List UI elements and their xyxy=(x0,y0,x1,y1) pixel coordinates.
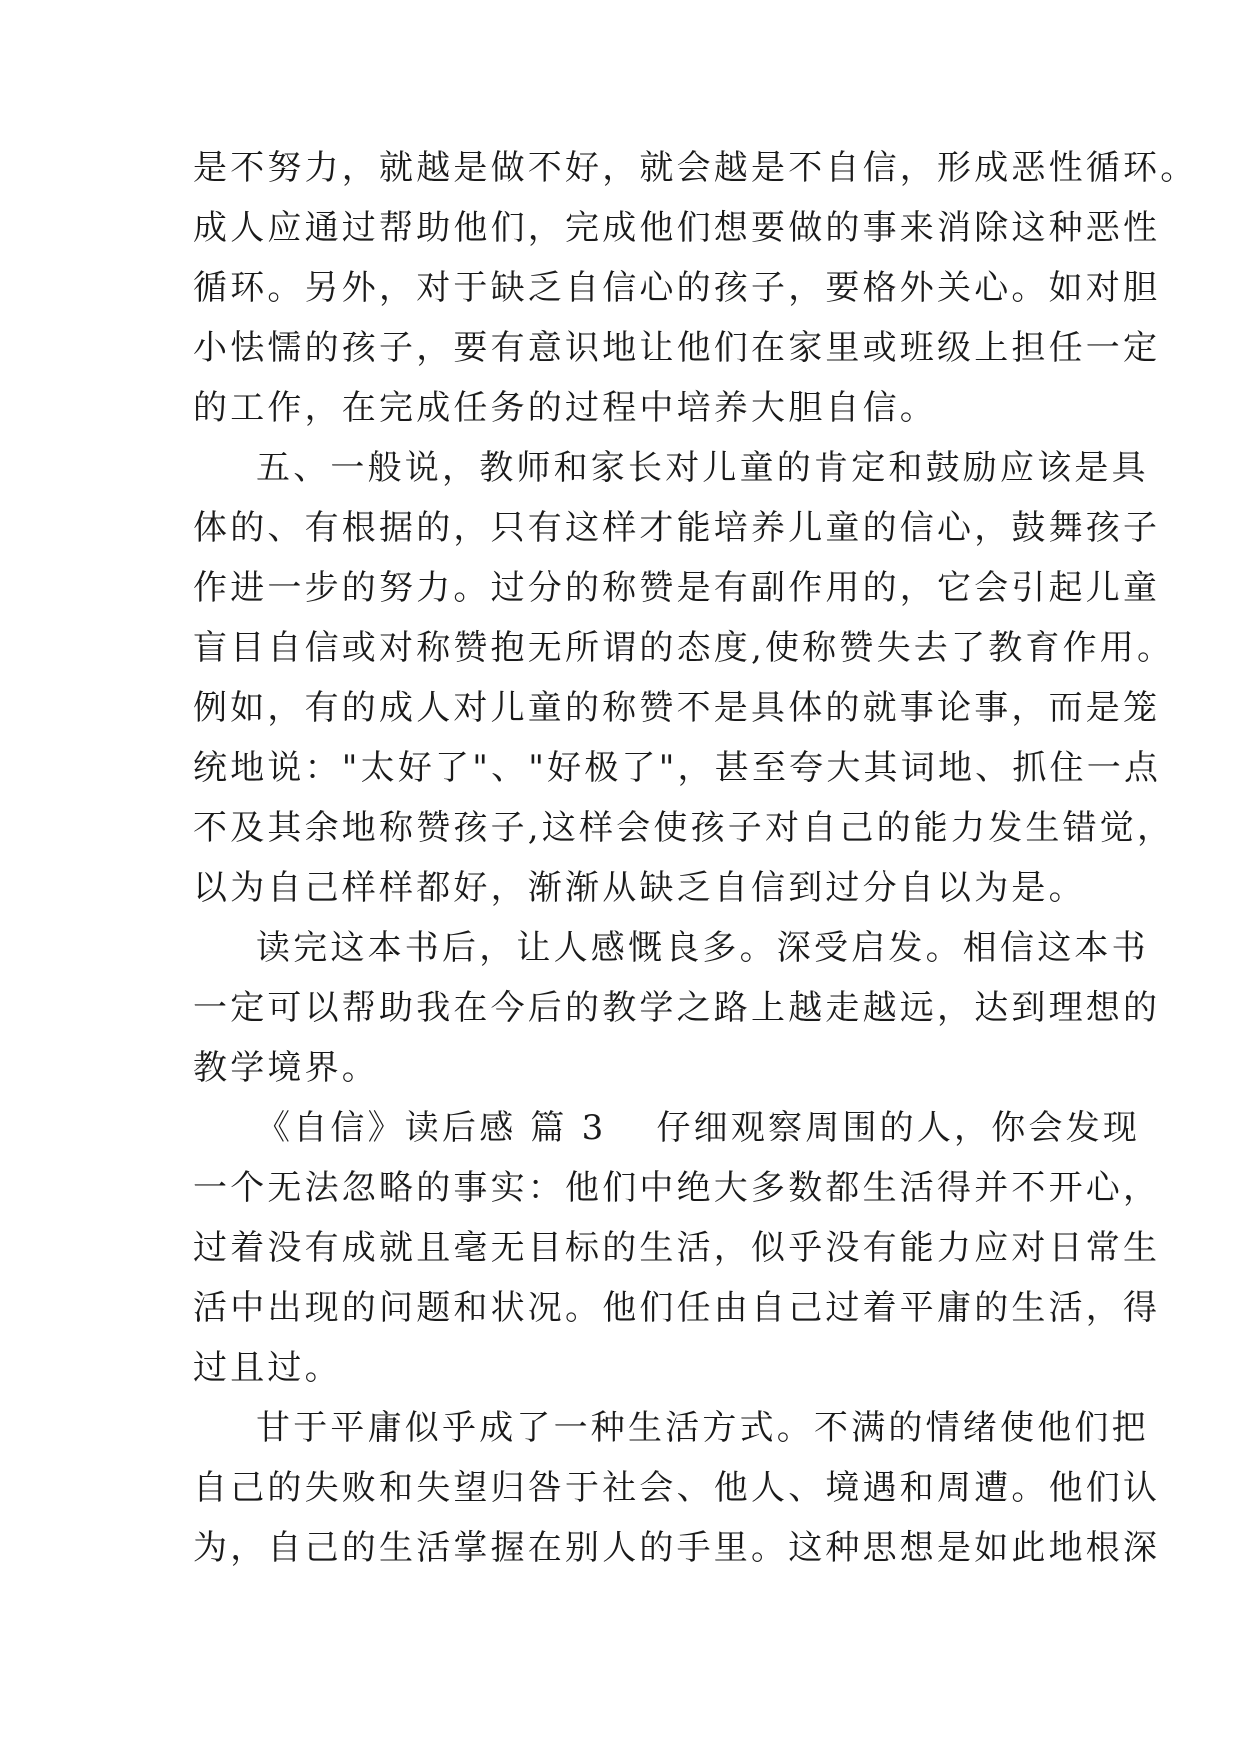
section-heading-line xyxy=(256,1098,1141,1158)
text-line: 是不努力，就越是做不好，就会越是不自信，形成恶性循环。 xyxy=(193,148,1198,188)
section-heading: 《自信》读后感 篇 3 xyxy=(256,1108,607,1148)
text-line: 的工作，在完成任务的过程中培养大胆自信。 xyxy=(193,388,937,428)
text-line: 过且过。 xyxy=(193,1348,342,1388)
text-line: 盲目自信或对称赞抱无所谓的态度,使称赞失去了教育作用。 xyxy=(193,628,1175,668)
text-line: 五、一般说，教师和家长对儿童的肯定和鼓励应该是具 xyxy=(256,448,1149,488)
text-line: 体的、有根据的，只有这样才能培养儿童的信心，鼓舞孩子 xyxy=(193,508,1161,548)
text-line: 作进一步的努力。过分的称赞是有副作用的，它会引起儿童 xyxy=(193,568,1161,608)
text-line: 例如，有的成人对儿童的称赞不是具体的就事论事，而是笼 xyxy=(193,688,1161,728)
text-line: 以为自己样样都好，渐渐从缺乏自信到过分自以为是。 xyxy=(193,868,1086,908)
text-line: 活中出现的问题和状况。他们任由自己过着平庸的生活，得 xyxy=(193,1288,1161,1328)
text-line: 甘于平庸似乎成了一种生活方式。不满的情绪使他们把 xyxy=(256,1408,1149,1448)
text-line: 统地说："太好了"、"好极了"，甚至夸大其词地、抓住一点 xyxy=(193,748,1162,788)
text-line: 为，自己的生活掌握在别人的手里。这种思想是如此地根深 xyxy=(193,1528,1161,1568)
text-line: 一个无法忽略的事实：他们中绝大多数都生活得并不开心， xyxy=(193,1168,1161,1208)
text-line: 成人应通过帮助他们，完成他们想要做的事来消除这种恶性 xyxy=(193,208,1161,248)
text-line: 不及其余地称赞孩子,这样会使孩子对自己的能力发生错觉， xyxy=(193,808,1175,848)
text-line: 读完这本书后，让人感慨良多。深受启发。相信这本书 xyxy=(256,928,1149,968)
text-line: 过着没有成就且毫无目标的生活，似乎没有能力应对日常生 xyxy=(193,1228,1161,1268)
text-line: 小怯懦的孩子，要有意识地让他们在家里或班级上担任一定 xyxy=(193,328,1161,368)
text-line: 一定可以帮助我在今后的教学之路上越走越远，达到理想的 xyxy=(193,988,1161,1028)
section-first-text: 仔细观察周围的人，你会发现 xyxy=(656,1108,1141,1148)
text-line: 循环。另外，对于缺乏自信心的孩子，要格外关心。如对胆 xyxy=(193,268,1161,308)
text-line: 自己的失败和失望归咎于社会、他人、境遇和周遭。他们认 xyxy=(193,1468,1161,1508)
text-line: 教学境界。 xyxy=(193,1048,379,1088)
